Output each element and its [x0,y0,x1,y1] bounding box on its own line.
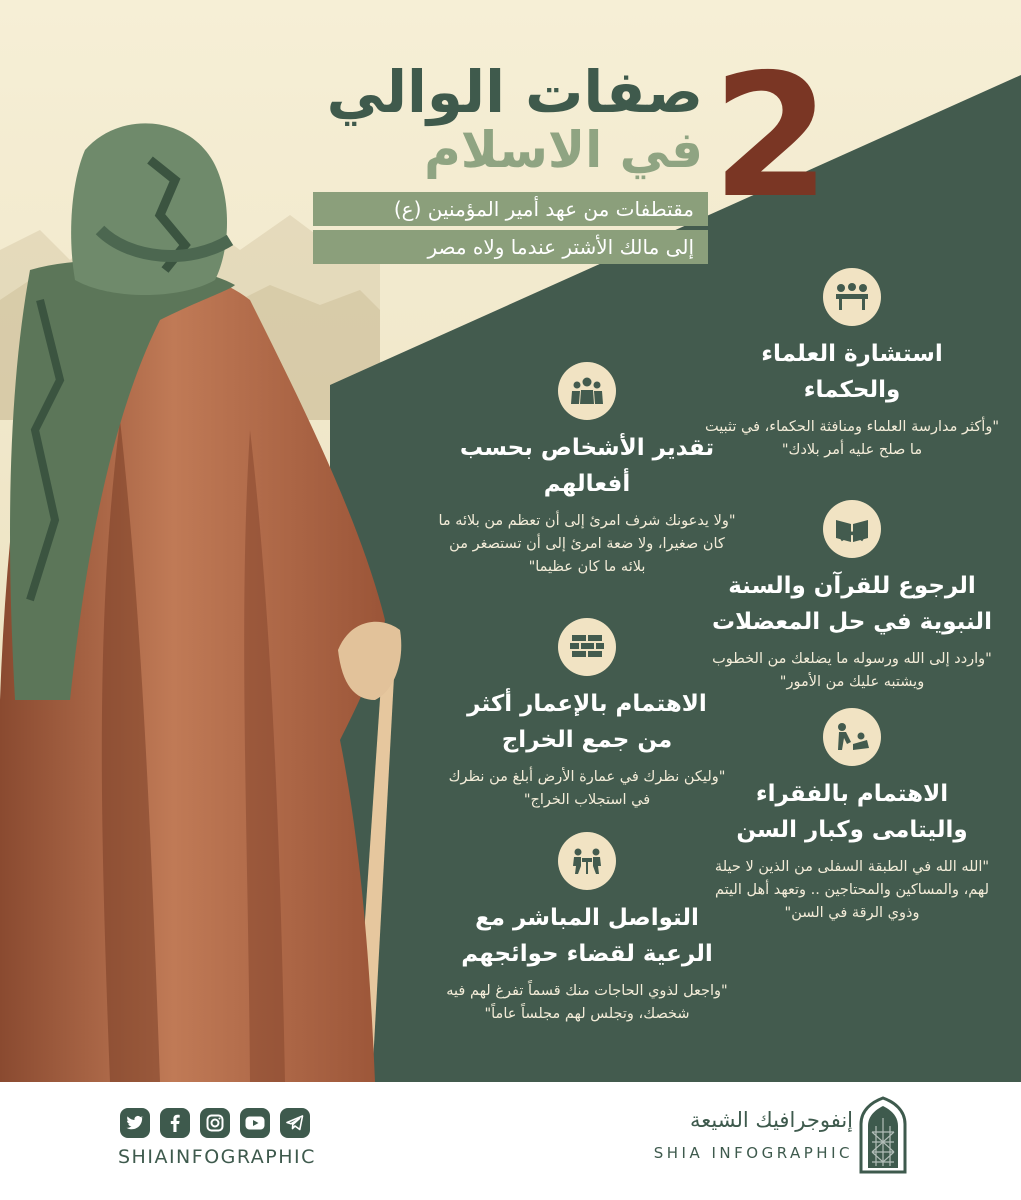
item-poor [702,708,1002,925]
item-quote: "واردد إلى الله ورسوله ما يضلعك من الخطوب ويشتبه عليك من الأمور" [712,651,992,690]
title-number: 2 [712,38,831,236]
item-heading: تقدير الأشخاص بحسب أفعالهم [459,435,715,497]
social-handle: SHIAINFOGRAPHIC [118,1146,316,1168]
mosque-window-logo-icon [858,1096,908,1178]
item-contact [437,832,737,1026]
item-heading: استشارة العلماء والحكماء [761,341,943,403]
social-links [120,1108,310,1138]
item-quote: "وليكن نظرك في عمارة الأرض أبلغ من نظرك في استجلاب الخراج" [448,769,726,808]
item-heading: الاهتمام بالفقراء واليتامى وكبار السن [736,781,968,843]
meeting-table-icon [823,268,881,326]
group-icon [558,362,616,420]
helping-hand-icon [823,708,881,766]
item-quote: "وأكثر مدارسة العلماء ومنافثة الحكماء، في تثبيت ما صلح عليه أمر بلادك" [704,419,999,458]
banner-line-1: مقتطفات من عهد أمير المؤمنين (ع) [313,192,708,226]
item-scholars [702,268,1002,462]
item-building [437,618,737,812]
open-book-icon [823,500,881,558]
logo-text-arabic: إنفوجرافيك الشيعة [690,1108,853,1132]
item-quote: "الله الله في الطبقة السفلى من الذين لا حيلة لهم، والمساكين والمحتاجين .. وتعهد أهل اليتم وذوي الرقة في السن" [714,859,990,921]
item-quote: "واجعل لذوي الحاجات منك قسماً تفرغ لهم فيه شخصك، وتجلس لهم مجلساً عاماً" [446,983,728,1022]
instagram-icon[interactable] [200,1108,230,1138]
item-heading: التواصل المباشر مع الرعية لقضاء حوائجهم [461,905,713,967]
conversation-icon [558,832,616,890]
facebook-icon[interactable] [160,1108,190,1138]
twitter-icon[interactable] [120,1108,150,1138]
bricks-icon [558,618,616,676]
item-heading: الاهتمام بالإعمار أكثر من جمع الخراج [467,691,707,753]
page-title: صفات الوالي [326,58,703,126]
telegram-icon[interactable] [280,1108,310,1138]
item-heading: الرجوع للقرآن والسنة النبوية في حل المعضلات [712,573,992,635]
item-people [437,362,737,579]
page-subtitle: في الاسلام [424,121,703,179]
item-quran [702,500,1002,694]
youtube-icon[interactable] [240,1108,270,1138]
item-quote: "ولا يدعونك شرف امرئ إلى أن تعظم من بلائه ما كان صغيرا، ولا ضعة امرئ إلى أن تستصغر من بلائه ما كان عظيما" [438,513,736,575]
banner-line-2: إلى مالك الأشتر عندما ولاه مصر [313,230,708,264]
footer [0,1082,1021,1200]
logo-text-english: SHIA INFOGRAPHIC [653,1144,853,1162]
